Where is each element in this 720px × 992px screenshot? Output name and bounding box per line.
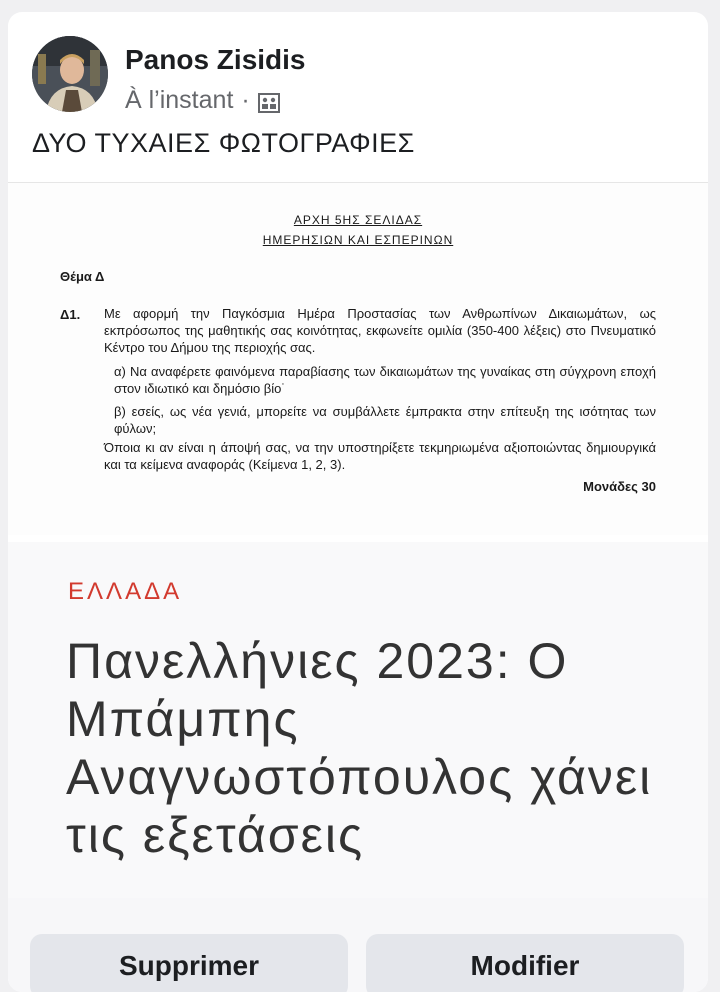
avatar-photo-icon — [32, 36, 108, 112]
news-headline: Πανελλήνιες 2023: Ο Μπάμπης Αναγνωστόπουλος χάνει τις εξετάσεις — [66, 633, 653, 863]
exam-header-line1: ΑΡΧΗ 5ΗΣ ΣΕΛΙΔΑΣ — [293, 213, 423, 227]
exam-paragraph: Με αφορμή την Παγκόσμια Ημέρα Προστασίας των Ανθρωπίνων Δικαιωμάτων, ως εκπρόσωπος της μαθητικής σας κοινότητας, εκφωνείτε ομιλία (350-400 λέξεις) στο Πνευματικό Κέντρο του Δήμου της περιοχής σας. — [104, 306, 656, 355]
author-name[interactable]: Panos Zisidis — [125, 44, 306, 75]
photo-album-icon[interactable] — [258, 91, 280, 111]
exam-header-line2: ΗΜΕΡΗΣΙΩΝ ΚΑΙ ΕΣΠΕΡΙΝΩΝ — [262, 233, 454, 247]
exam-question-number: Δ1. — [60, 307, 81, 322]
post-actions — [8, 898, 708, 992]
news-headline-photo[interactable] — [8, 538, 708, 902]
post-meta — [125, 86, 280, 115]
post-header — [8, 12, 708, 182]
post-text: ΔΥΟ ΤΥΧΑΙΕΣ ΦΩΤΟΓΡΑΦΙΕΣ — [32, 128, 415, 158]
exam-page-photo[interactable] — [8, 182, 708, 535]
news-category: ΕΛΛΑΔΑ — [68, 578, 183, 605]
meta-separator: · — [241, 86, 250, 114]
exam-paragraph: Όποια κι αν είναι η άποψή σας, να την υποστηρίξετε τεκμηριωμένα αξιοποιώντας δημιουργικά και τα κείμενα αναφοράς (Κείμενα 1, 2, 3). — [104, 440, 656, 472]
avatar[interactable] — [32, 36, 108, 112]
exam-units: Μονάδες 30 — [583, 479, 656, 494]
exam-paragraph: β) εσείς, ως νέα γενιά, μπορείτε να συμβάλλετε έμπρακτα στην επίτευξη της ισότητας των φύλων; — [114, 404, 656, 436]
edit-button[interactable]: Modifier — [366, 934, 684, 992]
exam-topic: Θέμα Δ — [60, 269, 105, 284]
exam-paragraph: α) Να αναφέρετε φαινόμενα παραβίασης των δικαιωμάτων της γυναίκας στη σύγχρονη εποχή στον ιδιωτικό και δημόσιο βίο˙ — [114, 364, 656, 396]
post-timestamp[interactable]: À l’instant — [125, 86, 234, 114]
post-card — [8, 12, 708, 992]
delete-button[interactable]: Supprimer — [30, 934, 348, 992]
